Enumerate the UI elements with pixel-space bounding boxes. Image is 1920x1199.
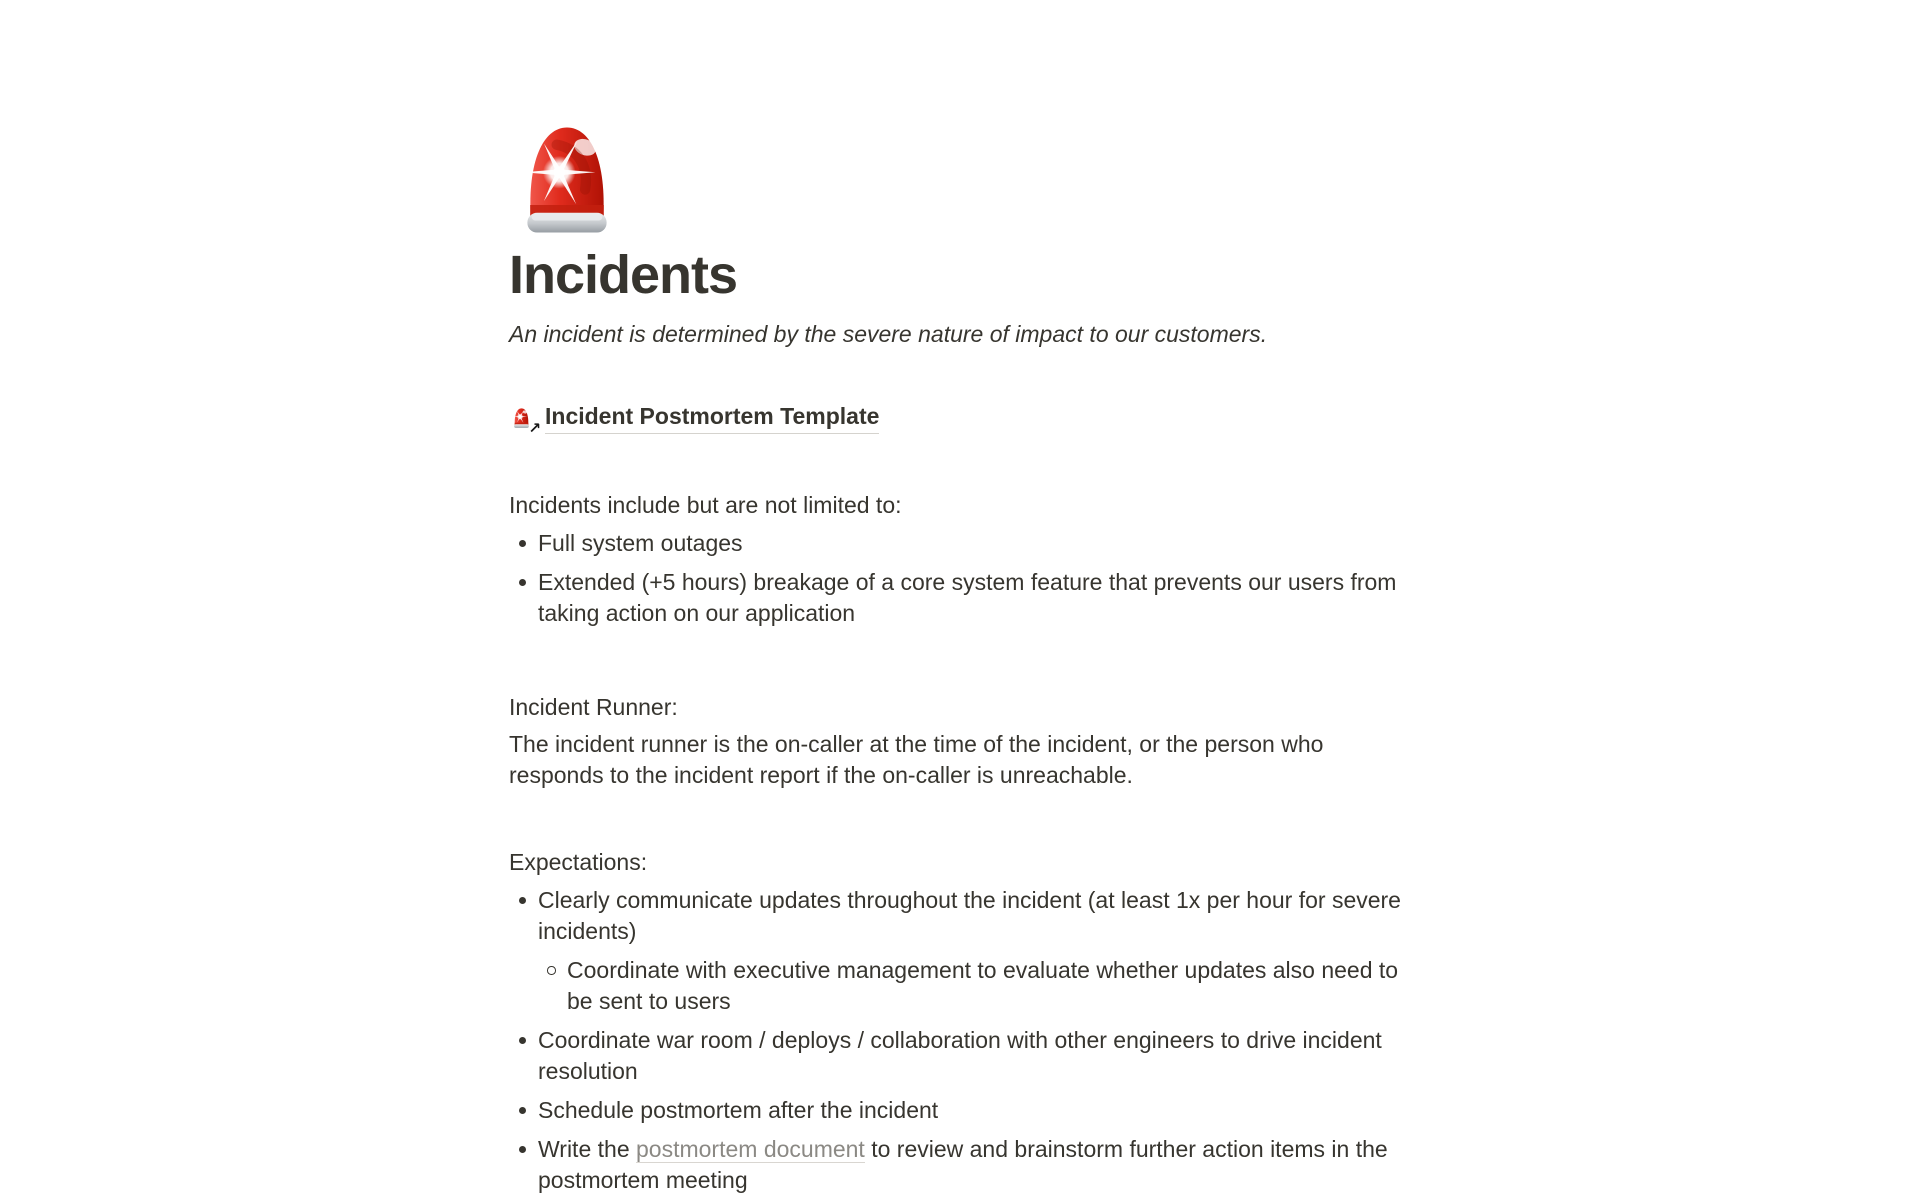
link-arrow-icon: ↗: [528, 420, 541, 437]
page-title[interactable]: Incidents: [509, 245, 738, 305]
incident-runner-body[interactable]: The incident runner is the on-caller at the time of the incident, or the person who responds to the incident report if the on-caller is unreachable.: [509, 731, 1324, 788]
rotating-light-page-icon: [510, 403, 541, 437]
list-item[interactable]: [509, 1021, 1411, 1091]
text-before-link: Write the: [538, 1136, 636, 1162]
list-item-text: Full system outages: [538, 530, 743, 556]
spacer: [509, 633, 1411, 689]
document-page: [509, 0, 1411, 1199]
bullet-icon: [519, 1107, 526, 1114]
list-item[interactable]: [509, 1091, 1411, 1130]
list-item-text: Clearly communicate updates throughout the incident (at least 1x per hour for severe incidents): [538, 887, 1401, 944]
list-item-text: Extended (+5 hours) breakage of a core system feature that prevents our users from taking action on our application: [538, 569, 1397, 626]
bullet-icon: [519, 1146, 526, 1153]
list-item-text: [538, 1136, 1388, 1193]
list-item[interactable]: [509, 563, 1411, 633]
incident-postmortem-template-link[interactable]: [509, 398, 880, 437]
incident-runner-heading[interactable]: Incident Runner:: [509, 694, 678, 720]
list-item-text: Coordinate with executive management to evaluate whether updates also need to be sent to users: [567, 957, 1399, 1014]
bullet-icon: [519, 540, 526, 547]
list-item[interactable]: [509, 881, 1411, 1021]
spacer: [509, 794, 1411, 844]
bullet-icon: [519, 897, 526, 904]
nested-list-item[interactable]: [538, 951, 1411, 1017]
bullet-icon: [519, 579, 526, 586]
incident-types-list: [509, 524, 1411, 633]
page-link-label: Incident Postmortem Template: [545, 401, 879, 434]
nested-list: [538, 951, 1411, 1017]
spacer: [509, 354, 1411, 398]
list-item[interactable]: [509, 1130, 1411, 1199]
spacer: [509, 437, 1411, 487]
list-item[interactable]: [509, 524, 1411, 563]
sub-bullet-icon: [547, 966, 556, 975]
bullet-icon: [519, 1037, 526, 1044]
list-item-text: Schedule postmortem after the incident: [538, 1097, 939, 1123]
page-subtitle[interactable]: An incident is determined by the severe nature of impact to our customers.: [509, 321, 1268, 347]
page-icon-rotating-light[interactable]: [505, 112, 629, 236]
text-after-link: to review and brainstorm further action items in the postmortem meeting: [538, 1136, 1388, 1193]
expectations-heading[interactable]: Expectations:: [509, 849, 648, 875]
list-item-text: Coordinate war room / deploys / collaboration with other engineers to drive incident resolution: [538, 1027, 1382, 1084]
include-lead-text[interactable]: Incidents include but are not limited to:: [509, 492, 902, 518]
postmortem-document-link[interactable]: postmortem document: [636, 1136, 865, 1162]
rotating-light-emoji: [505, 112, 629, 236]
expectations-list: [509, 881, 1411, 1199]
